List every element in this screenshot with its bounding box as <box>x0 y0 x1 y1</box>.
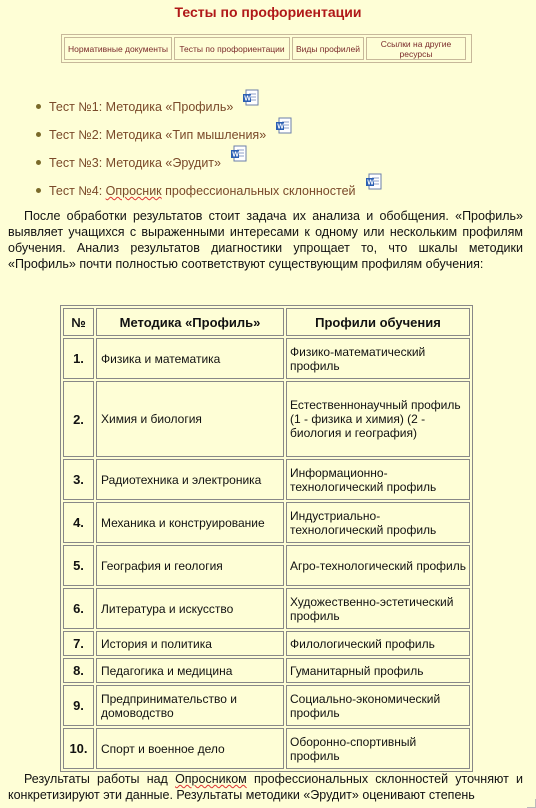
profile-cell: Информационно-технологический профиль <box>286 459 470 500</box>
profile-cell: Естественнонаучный профиль (1 - физика и химия) (2 - биология и география) <box>286 381 470 457</box>
table-row <box>63 381 470 457</box>
table-header-row <box>63 308 470 336</box>
method-cell: Спорт и военное дело <box>96 728 284 769</box>
word-doc-icon[interactable] <box>243 89 259 106</box>
row-number: 5. <box>63 545 94 586</box>
method-cell: История и политика <box>96 631 284 656</box>
list-item <box>36 178 382 198</box>
word-doc-icon[interactable] <box>231 145 247 162</box>
profile-cell: Индустриально-технологический профиль <box>286 502 470 543</box>
row-number: 2. <box>63 381 94 457</box>
test-link-prefix: Тест №2: Методика «Тип мышления» <box>49 128 267 142</box>
method-cell: География и геология <box>96 545 284 586</box>
list-item <box>36 122 292 142</box>
table-row <box>63 588 470 629</box>
method-cell: Химия и биология <box>96 381 284 457</box>
intro-paragraph: После обработки результатов стоит задача их анализа и обобщения. «Профиль» выявляет учащихся с выраженными интересами к одному или нескольким профилям обучения. Анализ результатов диагностики упрощает то, что шкалы методики «Профиль» почти полностью соответствуют существующим профилям обучения: <box>8 209 523 271</box>
table-row <box>63 658 470 683</box>
svg-text:W: W <box>277 123 284 131</box>
questionnaire-link[interactable]: Опросником <box>175 772 247 786</box>
bullet-icon <box>36 104 41 109</box>
method-cell: Педагогика и медицина <box>96 658 284 683</box>
row-number: 8. <box>63 658 94 683</box>
row-number: 1. <box>63 338 94 379</box>
outro-text-after: профессиональных склонностей уточняют и конкретизируют эти данные. Результаты методики «Эрудит» оценивают степень <box>8 772 523 802</box>
test-link-prefix: Тест №4: <box>49 184 106 198</box>
profile-cell: Филологический профиль <box>286 631 470 656</box>
nav-profile-types[interactable]: Виды профилей <box>292 37 364 60</box>
profile-table <box>60 305 473 772</box>
profile-cell: Гуманитарный профиль <box>286 658 470 683</box>
table-row <box>63 459 470 500</box>
bullet-icon <box>36 132 41 137</box>
svg-text:W: W <box>366 179 374 187</box>
test-link-prefix: Тест №1: Методика «Профиль» <box>49 100 234 114</box>
list-item <box>36 94 259 114</box>
table-row <box>63 502 470 543</box>
column-header-method: Методика «Профиль» <box>96 308 284 336</box>
profile-cell: Физико-математический профиль <box>286 338 470 379</box>
row-number: 6. <box>63 588 94 629</box>
test-link[interactable] <box>49 100 233 114</box>
resize-corner <box>527 799 536 808</box>
table-row <box>63 685 470 726</box>
method-cell: Физика и математика <box>96 338 284 379</box>
profile-cell: Агро-технологический профиль <box>286 545 470 586</box>
row-number: 4. <box>63 502 94 543</box>
table-row <box>63 338 470 379</box>
method-cell: Литература и искусство <box>96 588 284 629</box>
nav-normative-docs[interactable]: Нормативные документы <box>64 37 172 60</box>
svg-text:W: W <box>232 151 239 159</box>
table-row <box>63 631 470 656</box>
profile-cell: Оборонно-спортивный профиль <box>286 728 470 769</box>
profile-cell: Художественно-эстетический профиль <box>286 588 470 629</box>
row-number: 3. <box>63 459 94 500</box>
test-link[interactable] <box>49 156 221 170</box>
nav-bar <box>61 34 472 63</box>
row-number: 7. <box>63 631 94 656</box>
bullet-icon <box>36 160 41 165</box>
table-row <box>63 728 470 769</box>
list-item <box>36 150 247 170</box>
column-header-number: № <box>63 308 94 336</box>
nav-career-tests[interactable]: Тесты по профориентации <box>174 37 290 60</box>
test-link[interactable] <box>49 128 266 142</box>
row-number: 10. <box>63 728 94 769</box>
profile-cell: Социально-экономический профиль <box>286 685 470 726</box>
bullet-icon <box>36 188 41 193</box>
word-doc-icon[interactable] <box>366 173 382 190</box>
nav-external-links[interactable]: Ссылки на другие ресурсы <box>366 37 466 60</box>
page-title: Тесты по профориентации <box>174 4 362 20</box>
method-cell: Предпринимательство и домоводство <box>96 685 284 726</box>
method-cell: Механика и конструирование <box>96 502 284 543</box>
test-link-suffix: профессиональных склонностей <box>161 184 356 198</box>
table-row <box>63 545 470 586</box>
word-doc-icon[interactable] <box>276 117 292 134</box>
column-header-profile: Профили обучения <box>286 308 470 336</box>
outro-text-before: Результаты работы над <box>24 772 176 786</box>
test-link-underlined: Опросник <box>105 184 162 198</box>
method-cell: Радиотехника и электроника <box>96 459 284 500</box>
test-link[interactable] <box>49 184 356 198</box>
test-link-prefix: Тест №3: Методика «Эрудит» <box>49 156 221 170</box>
svg-text:W: W <box>244 95 252 103</box>
row-number: 9. <box>63 685 94 726</box>
outro-paragraph <box>8 771 523 803</box>
